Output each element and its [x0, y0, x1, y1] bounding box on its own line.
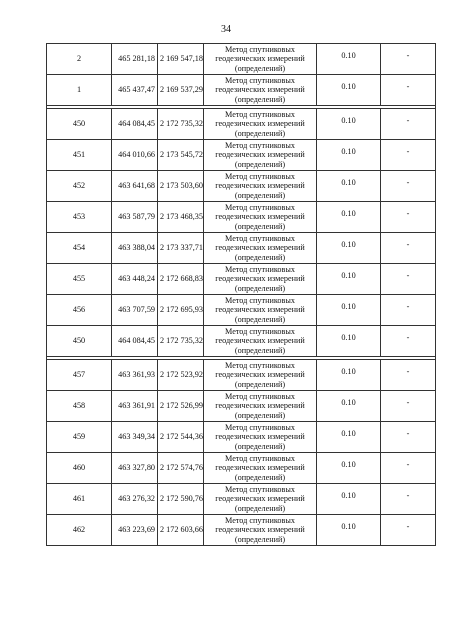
accuracy-cell-text: 0.10 [341, 209, 356, 219]
point-number-cell: 2 [47, 44, 112, 75]
method-cell: Метод спутниковых геодезических измерений (определений) [204, 326, 317, 357]
accuracy-cell [317, 140, 381, 171]
table-row [47, 75, 436, 106]
method-cell: Метод спутниковых геодезических измерений (определений) [204, 202, 317, 233]
y-coordinate-cell: 2 172 668,83 [158, 264, 204, 295]
note-cell-text: - [406, 178, 410, 188]
note-cell-text: - [406, 398, 410, 408]
x-coordinate-cell: 465 437,47 [112, 75, 158, 106]
y-coordinate-cell: 2 173 503,60 [158, 171, 204, 202]
method-cell: Метод спутниковых геодезических измерений (определений) [204, 233, 317, 264]
note-cell-text: - [406, 367, 410, 377]
accuracy-cell [317, 264, 381, 295]
note-cell [381, 422, 436, 453]
y-coordinate-cell: 2 173 545,72 [158, 140, 204, 171]
x-coordinate-cell: 463 327,80 [112, 453, 158, 484]
point-number-cell: 462 [47, 515, 112, 546]
x-coordinate-cell: 463 448,24 [112, 264, 158, 295]
note-cell-text: - [406, 460, 410, 470]
note-cell [381, 44, 436, 75]
accuracy-cell [317, 295, 381, 326]
method-cell: Метод спутниковых геодезических измерений (определений) [204, 484, 317, 515]
method-cell: Метод спутниковых геодезических измерений (определений) [204, 75, 317, 106]
note-cell [381, 295, 436, 326]
table-row [47, 202, 436, 233]
table-row [47, 233, 436, 264]
note-cell [381, 202, 436, 233]
x-coordinate-cell: 465 281,18 [112, 44, 158, 75]
point-number-cell: 450 [47, 109, 112, 140]
accuracy-cell-text: 0.10 [341, 460, 356, 470]
note-cell [381, 391, 436, 422]
table-row [47, 453, 436, 484]
y-coordinate-cell: 2 172 523,92 [158, 360, 204, 391]
accuracy-cell-text: 0.10 [341, 240, 356, 250]
note-cell [381, 453, 436, 484]
accuracy-cell [317, 515, 381, 546]
accuracy-cell-text: 0.10 [341, 367, 356, 377]
note-cell-text: - [406, 271, 410, 281]
method-cell: Метод спутниковых геодезических измерений (определений) [204, 44, 317, 75]
y-coordinate-cell: 2 172 526,99 [158, 391, 204, 422]
y-coordinate-cell: 2 172 735,32 [158, 326, 204, 357]
table-row [47, 515, 436, 546]
note-cell-text: - [406, 491, 410, 501]
point-number-cell: 459 [47, 422, 112, 453]
method-cell: Метод спутниковых геодезических измерений (определений) [204, 422, 317, 453]
note-cell-text: - [406, 147, 410, 157]
table-row [47, 109, 436, 140]
accuracy-cell [317, 202, 381, 233]
x-coordinate-cell: 463 223,69 [112, 515, 158, 546]
note-cell [381, 109, 436, 140]
table-row [47, 264, 436, 295]
point-number-cell: 460 [47, 453, 112, 484]
method-cell: Метод спутниковых геодезических измерений (определений) [204, 109, 317, 140]
x-coordinate-cell: 464 010,66 [112, 140, 158, 171]
x-coordinate-cell: 464 084,45 [112, 326, 158, 357]
x-coordinate-cell: 463 361,93 [112, 360, 158, 391]
accuracy-cell-text: 0.10 [341, 491, 356, 501]
note-cell [381, 360, 436, 391]
page-number: 34 [221, 24, 231, 35]
coordinates-table [46, 43, 436, 546]
point-number-cell: 453 [47, 202, 112, 233]
accuracy-cell [317, 233, 381, 264]
y-coordinate-cell: 2 172 544,36 [158, 422, 204, 453]
y-coordinate-cell: 2 169 537,29 [158, 75, 204, 106]
note-cell [381, 515, 436, 546]
method-cell: Метод спутниковых геодезических измерений (определений) [204, 515, 317, 546]
x-coordinate-cell: 463 587,79 [112, 202, 158, 233]
accuracy-cell-text: 0.10 [341, 429, 356, 439]
note-cell-text: - [406, 429, 410, 439]
note-cell-text: - [406, 116, 410, 126]
y-coordinate-cell: 2 173 337,71 [158, 233, 204, 264]
table-row [47, 140, 436, 171]
x-coordinate-cell: 464 084,45 [112, 109, 158, 140]
table-row [47, 326, 436, 357]
accuracy-cell [317, 44, 381, 75]
point-number-cell: 452 [47, 171, 112, 202]
y-coordinate-cell: 2 169 547,18 [158, 44, 204, 75]
note-cell [381, 140, 436, 171]
point-number-cell: 458 [47, 391, 112, 422]
y-coordinate-cell: 2 172 603,66 [158, 515, 204, 546]
accuracy-cell-text: 0.10 [341, 147, 356, 157]
y-coordinate-cell: 2 172 735,32 [158, 109, 204, 140]
table-row [47, 484, 436, 515]
method-cell: Метод спутниковых геодезических измерений (определений) [204, 140, 317, 171]
note-cell [381, 171, 436, 202]
accuracy-cell [317, 453, 381, 484]
method-cell: Метод спутниковых геодезических измерений (определений) [204, 453, 317, 484]
accuracy-cell [317, 109, 381, 140]
x-coordinate-cell: 463 388,04 [112, 233, 158, 264]
point-number-cell: 454 [47, 233, 112, 264]
table-row [47, 44, 436, 75]
accuracy-cell-text: 0.10 [341, 116, 356, 126]
point-number-cell: 451 [47, 140, 112, 171]
point-number-cell: 456 [47, 295, 112, 326]
note-cell-text: - [406, 240, 410, 250]
note-cell [381, 484, 436, 515]
note-cell [381, 233, 436, 264]
note-cell [381, 264, 436, 295]
note-cell-text: - [406, 51, 410, 61]
accuracy-cell-text: 0.10 [341, 333, 356, 343]
y-coordinate-cell: 2 172 590,76 [158, 484, 204, 515]
accuracy-cell-text: 0.10 [341, 271, 356, 281]
note-cell-text: - [406, 522, 410, 532]
x-coordinate-cell: 463 349,34 [112, 422, 158, 453]
accuracy-cell [317, 484, 381, 515]
accuracy-cell-text: 0.10 [341, 302, 356, 312]
y-coordinate-cell: 2 172 695,93 [158, 295, 204, 326]
table-row [47, 422, 436, 453]
accuracy-cell [317, 326, 381, 357]
y-coordinate-cell: 2 172 574,76 [158, 453, 204, 484]
accuracy-cell [317, 360, 381, 391]
point-number-cell: 455 [47, 264, 112, 295]
accuracy-cell-text: 0.10 [341, 398, 356, 408]
accuracy-cell [317, 75, 381, 106]
accuracy-cell [317, 422, 381, 453]
table-row [47, 171, 436, 202]
table-row [47, 391, 436, 422]
accuracy-cell [317, 171, 381, 202]
y-coordinate-cell: 2 173 468,35 [158, 202, 204, 233]
point-number-cell: 1 [47, 75, 112, 106]
method-cell: Метод спутниковых геодезических измерений (определений) [204, 295, 317, 326]
note-cell-text: - [406, 82, 410, 92]
accuracy-cell-text: 0.10 [341, 82, 356, 92]
x-coordinate-cell: 463 707,59 [112, 295, 158, 326]
method-cell: Метод спутниковых геодезических измерений (определений) [204, 360, 317, 391]
note-cell [381, 326, 436, 357]
x-coordinate-cell: 463 276,32 [112, 484, 158, 515]
x-coordinate-cell: 463 641,68 [112, 171, 158, 202]
note-cell [381, 75, 436, 106]
note-cell-text: - [406, 302, 410, 312]
point-number-cell: 450 [47, 326, 112, 357]
table-row [47, 360, 436, 391]
note-cell-text: - [406, 333, 410, 343]
method-cell: Метод спутниковых геодезических измерений (определений) [204, 171, 317, 202]
table-row [47, 295, 436, 326]
note-cell-text: - [406, 209, 410, 219]
point-number-cell: 457 [47, 360, 112, 391]
accuracy-cell-text: 0.10 [341, 522, 356, 532]
method-cell: Метод спутниковых геодезических измерений (определений) [204, 391, 317, 422]
x-coordinate-cell: 463 361,91 [112, 391, 158, 422]
point-number-cell: 461 [47, 484, 112, 515]
accuracy-cell-text: 0.10 [341, 51, 356, 61]
accuracy-cell-text: 0.10 [341, 178, 356, 188]
coordinates-table-body [47, 44, 436, 546]
accuracy-cell [317, 391, 381, 422]
method-cell: Метод спутниковых геодезических измерений (определений) [204, 264, 317, 295]
